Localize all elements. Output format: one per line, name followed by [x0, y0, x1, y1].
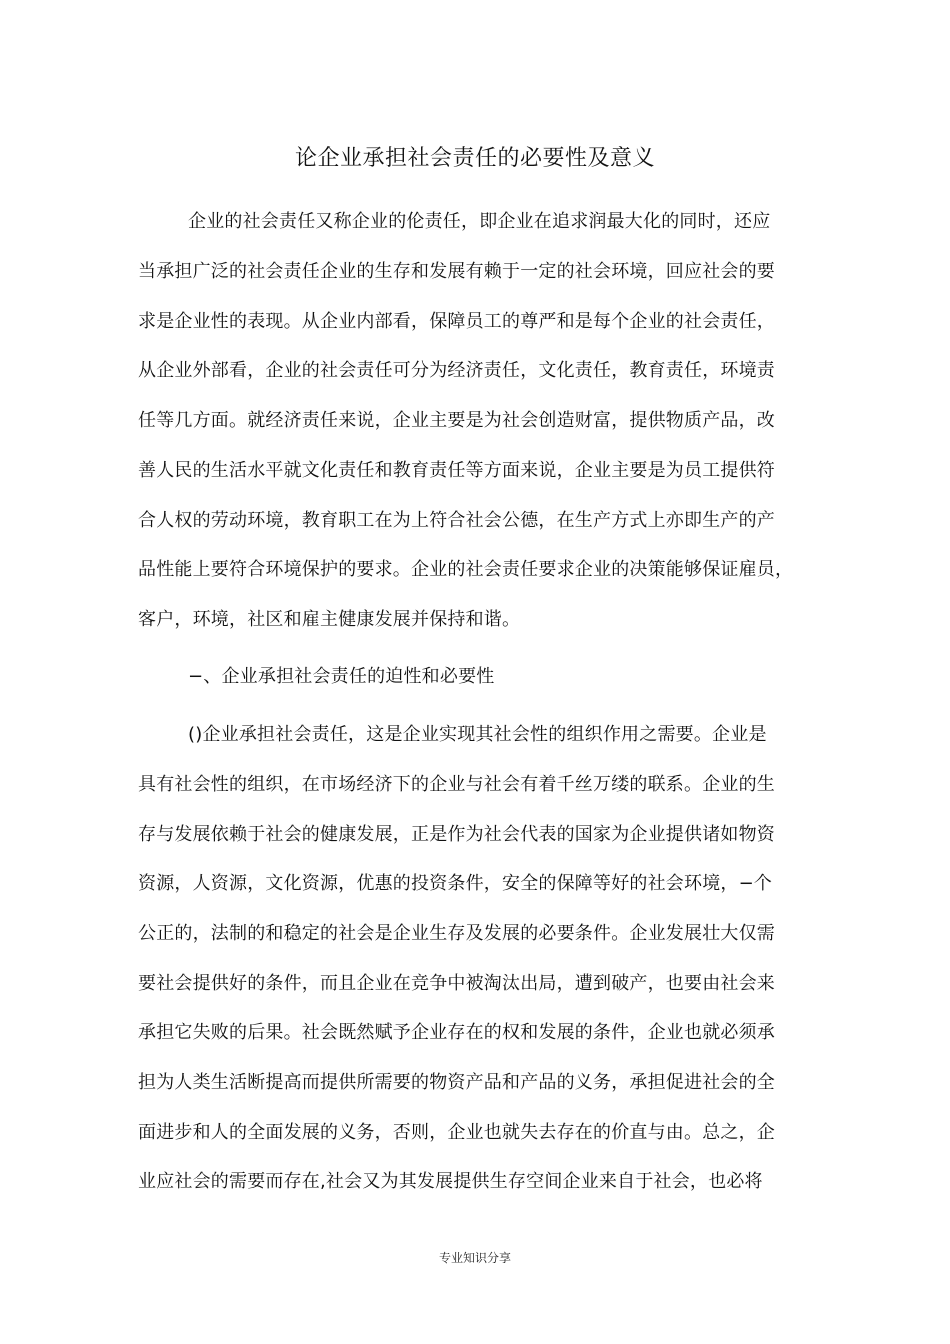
paragraph-line: 面进步和人的全面发展的义务，否则，企业也就失去存在的价直与由。总之，企	[138, 1122, 775, 1143]
paragraph-line: 具有社会性的组织，在市场经济下的企业与社会有着千丝万缕的联系。企业的生	[138, 774, 775, 795]
paragraph-line: 客户，环境，社区和雇主健康发展并保持和谐。	[138, 609, 521, 630]
paragraph-line: 承担它失败的后果。社会既然赋予企业存在的权和发展的条件，企业也就必须承	[138, 1022, 775, 1043]
paragraph-line: 资源，人资源，文化资源，优惠的投资条件，安全的保障等好的社会环境，−个	[138, 873, 773, 894]
paragraph-line: 品性能上要符合环境保护的要求。企业的社会责任要求企业的决策能够保证雇员，	[138, 559, 794, 580]
paragraph-line: 公正的，法制的和稳定的社会是企业生存及发展的必要条件。企业发展壮大仅需	[138, 923, 775, 944]
paragraph-line: 企业的社会责任又称企业的伦责任，即企业在追求润最大化的同时，还应	[188, 211, 771, 232]
paragraph-line: 求是企业性的表现。从企业内部看，保障员工的尊严和是每个企业的社会责任，	[138, 311, 775, 332]
paragraph-line: 要社会提供好的条件，而且企业在竞争中被淘汰出局，遭到破产，也要由社会来	[138, 973, 775, 994]
paragraph-line: ()企业承担社会责任，这是企业实现其社会性的组织作用之需要。企业是	[188, 724, 767, 745]
paragraph-line: 任等几方面。就经济责任来说，企业主要是为社会创造财富，提供物质产品，改	[138, 410, 775, 431]
paragraph-line: 当承担广泛的社会责任企业的生存和发展有赖于一定的社会环境，回应社会的要	[138, 261, 775, 282]
paragraph-line: 善人民的生活水平就文化责任和教育责任等方面来说，企业主要是为员工提供符	[138, 460, 775, 481]
paragraph-line: 存与发展依赖于社会的健康发展，正是作为社会代表的国家为企业提供诸如物资	[138, 824, 775, 845]
paragraph-line: 从企业外部看，企业的社会责任可分为经济责任，文化责任，教育责任，环境责	[138, 360, 775, 381]
page-footer: 专业知识分享	[438, 1251, 511, 1265]
paragraph-line: 业应社会的需要而存在,社会又为其发展提供生存空间企业来自于社会，也必将	[138, 1171, 763, 1192]
page-title: 论企业承担社会责任的必要性及意义	[294, 146, 655, 171]
section-heading: −、企业承担社会责任的迫性和必要性	[188, 666, 495, 687]
paragraph-line: 合人权的劳动环境，教育职工在为上符合社会公德，在生产方式上亦即生产的产	[138, 510, 775, 531]
paragraph-line: 担为人类生活断提高而提供所需要的物资产品和产品的义务，承担促进社会的全	[138, 1072, 775, 1093]
